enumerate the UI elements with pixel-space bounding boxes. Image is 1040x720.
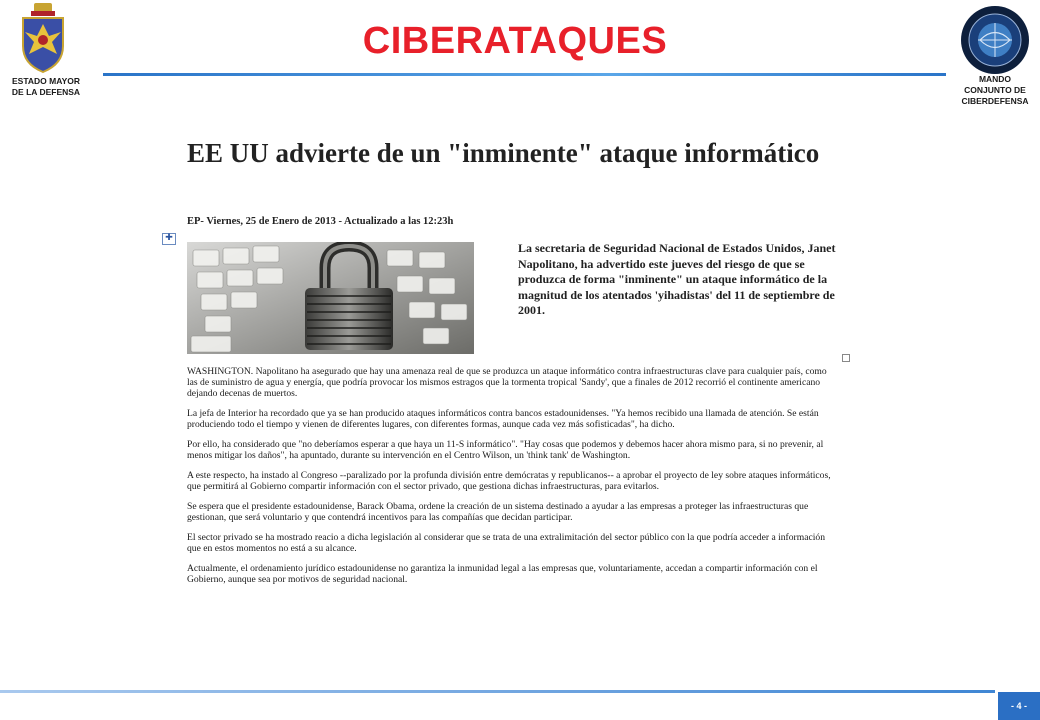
left-logo-caption [0,76,92,98]
footer-divider [0,690,995,693]
header-divider [103,73,946,76]
estado-mayor-crest-logo [17,2,69,74]
right-logo-caption [950,74,1040,107]
article-dateline: EP- Viernes, 25 de Enero de 2013 - Actualizado a las 12:23h [187,216,454,227]
article-paragraph: Se espera que el presidente estadounidense, Barack Obama, ordene la creación de un sistema destinado a ayudar a las empresas a proteger las infraestructuras que gestionan, que será voluntario y que contendrá incentivos para las compañías que decidan participar. [187,500,809,524]
padlock-photo [187,242,474,354]
article-paragraph: El sector privado se ha mostrado reacio a dicha legislación al considerar que se trata de una extralimitación del sector público con la que podría acceder a información que en estos momentos no está a su alcance. [187,531,825,554]
caption-line: MANDO [978,74,1012,84]
mando-conjunto-ciberdefensa-seal-logo [960,5,1030,75]
article-paragraph: A este respecto, ha instado al Congreso --paralizado por la profunda división entre demócratas y republicanos-- a aprobar el proyecto de ley sobre ataques informáticos, que permitirá al Gobierno compartir información con el sector privado, que gestiona dichas infraestructuras, para evitarlos. [187,469,831,493]
article-lede: La secretaria de Seguridad Nacional de Estados Unidos, Janet Napolitano, ha advertido este jueves del riesgo de que se produzca de forma "inminente" un ataque informático de la magnitud de los atentados 'yihadistas' del 11 de septiembre de 2001. [518,241,836,317]
anchor-box-icon [842,354,850,362]
news-article-clipping [165,130,850,650]
article-paragraph: Actualmente, el ordenamiento jurídico estadounidense no garantiza la inmunidad legal a las empresas que, voluntariamente, accedan a compartir información con el Gobierno, aunque sea por motivos de seguridad nacional. [187,562,818,585]
article-body [187,366,839,594]
article-paragraph: La jefa de Interior ha recordado que ya se han producido ataques informáticos contra bancos estadounidenses. "Ya hemos recibido una llamada de atención. Se están produciendo todo el tiempo y vienen de diferentes lugares, con diferentes formas, aunque cada vez más sofisticadas", ha dicho. [187,408,819,431]
slide-title: CIBERATAQUES [362,20,668,62]
caption-line: CONJUNTO DE [964,85,1026,95]
move-handle-icon[interactable]: ✚ [162,233,176,245]
caption-line: DE LA DEFENSA [11,87,81,97]
caption-line: ESTADO MAYOR [11,76,80,86]
padlock-on-keyboard-photo-icon [187,242,474,354]
article-headline: EE UU advierte de un "inminente" ataque informático [187,138,820,168]
caption-line: CIBERDEFENSA [961,96,1029,106]
article-paragraph: WASHINGTON. Napolitano ha asegurado que hay una amenaza real de que se produzca un ataque informático contra infraestructuras clave para cualquier país, como las de suministro de agua y energía, que podría provocar los mismos estragos que la tormenta tropical 'Sandy', que a finales de 2012 recorrió el continente americano dejando decenas de muertos. [187,366,827,400]
article-paragraph: Por ello, ha considerado que "no deberíamos esperar a que haya un 11-S informático". "Hay cosas que podemos y debemos hacer ahora mismo para, si no prevenir, al menos mitigar los daños", ha apuntado, durante su intervención en el Centro Wilson, un 'think tank' de Washington. [187,439,824,462]
page-number-badge: - 4 - [998,692,1040,720]
